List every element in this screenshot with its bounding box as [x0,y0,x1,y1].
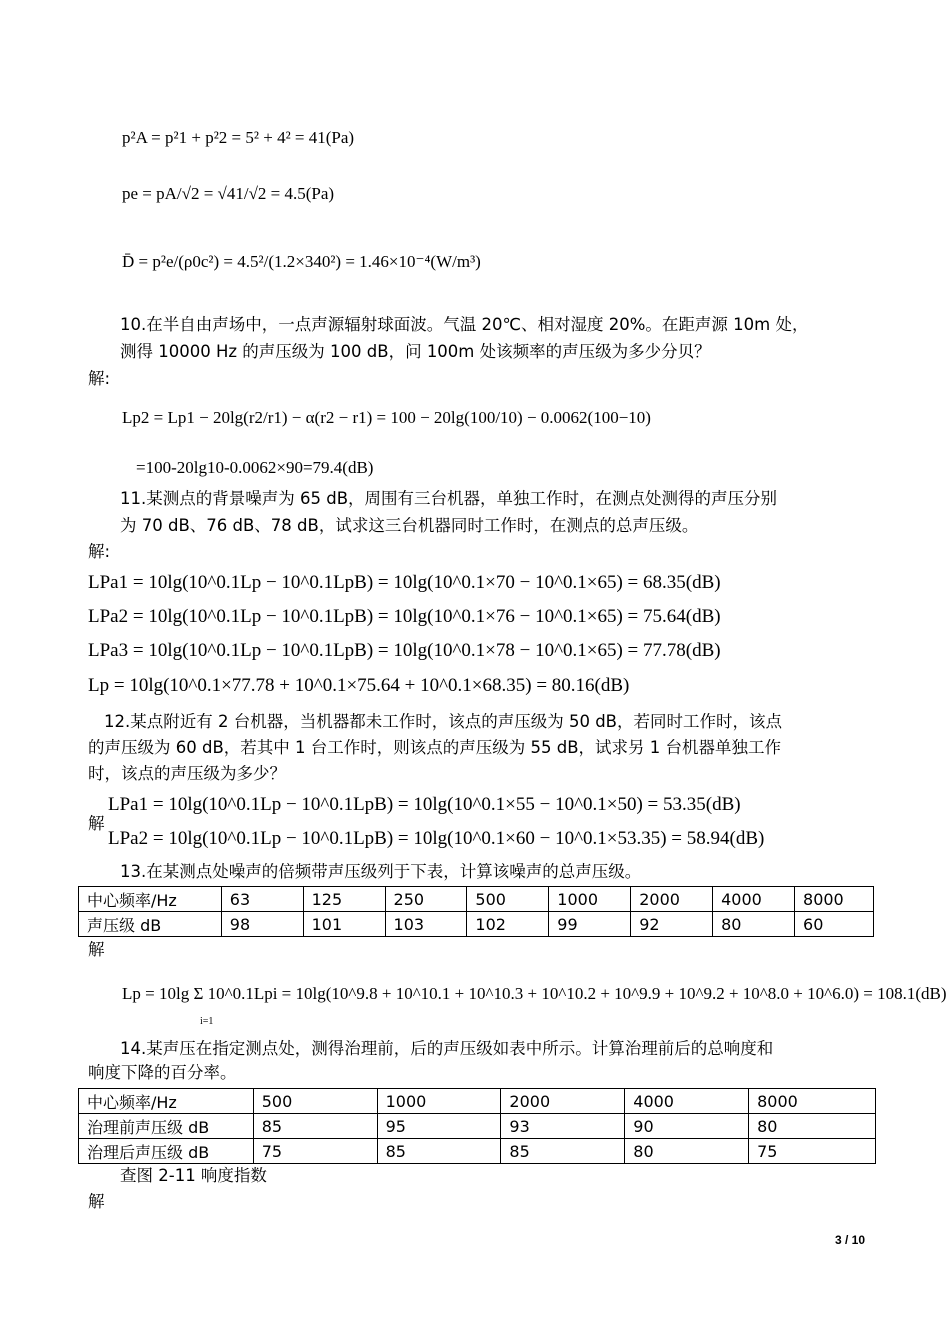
table-cell: 80 [713,912,795,937]
page-number: 3 / 10 [834,1233,865,1247]
q10-equation-2: =100-20lg10-0.0062×90=79.4(dB) [136,458,374,477]
formula-pA-squared: p²A = p²1 + p²2 = 5² + 4² = 41(Pa) [122,128,355,147]
table-row [79,1114,876,1139]
table-cell: 2000 [631,887,713,912]
table-cell: 90 [625,1114,749,1139]
q11-text-line2: 为 70 dB、76 dB、78 dB，试求这三台机器同时工作时，在测点的总声压级。 [120,516,699,535]
q10-equation-1: Lp2 = Lp1 − 20lg(r2/r1) − α(r2 − r1) = 100 − 20lg(100/10) − 0.0062(100−10) [122,408,651,427]
table-cell: 102 [467,912,549,937]
table-cell: 75 [749,1139,876,1164]
q11-equation-3: LPa3 = 10lg(10^0.1Lp − 10^0.1LpB) = 10lg(10^0.1×78 − 10^0.1×65) = 77.78(dB) [88,640,721,661]
table-row [79,912,874,937]
table-cell: 60 [795,912,874,937]
q11-equation-1: LPa1 = 10lg(10^0.1Lp − 10^0.1LpB) = 10lg(10^0.1×70 − 10^0.1×65) = 68.35(dB) [88,572,721,593]
table-cell: 2000 [501,1089,625,1114]
table-cell: 中心频率/Hz [79,1089,254,1114]
table-cell: 93 [501,1114,625,1139]
table-cell: 500 [253,1089,377,1114]
q13-text-line1: 13.在某测点处噪声的倍频带声压级列于下表，计算该噪声的总声压级。 [120,862,642,881]
table-cell: 85 [501,1139,625,1164]
table-cell: 92 [631,912,713,937]
table-cell: 治理前声压级 dB [79,1114,254,1139]
table-cell: 101 [303,912,385,937]
q10-text-line2: 测得 10000 Hz 的声压级为 100 dB，问 100m 处该频率的声压级为多少分贝？ [120,342,711,361]
table-cell: 4000 [625,1089,749,1114]
table-cell: 63 [221,887,303,912]
q14-table [78,1088,876,1164]
table-cell: 103 [385,912,467,937]
table-cell: 80 [749,1114,876,1139]
q13-solution-label: 解 [88,940,105,959]
q14-solution-label: 解 [88,1192,105,1211]
table-cell: 1000 [549,887,631,912]
table-cell: 500 [467,887,549,912]
table-cell: 8000 [749,1089,876,1114]
table-cell: 125 [303,887,385,912]
q12-text-line3: 时，该点的声压级为多少？ [88,764,286,783]
formula-energy-density: D̄ = p²e/(ρ0c²) = 4.5²/(1.2×340²) = 1.46×10⁻⁴(W/m³) [122,252,481,271]
table-cell: 4000 [713,887,795,912]
table-cell: 8000 [795,887,874,912]
q14-note: 查图 2-11 响度指数 [120,1166,267,1185]
table-row [79,887,874,912]
table-row [79,1089,876,1114]
table-cell: 85 [253,1114,377,1139]
table-cell: 75 [253,1139,377,1164]
table-cell: 声压级 dB [79,912,222,937]
q12-text-line1: 12.某点附近有 2 台机器，当机器都未工作时，该点的声压级为 50 dB，若同时工作时，该点 [104,712,783,731]
table-cell: 98 [221,912,303,937]
q11-equation-4: Lp = 10lg(10^0.1×77.78 + 10^0.1×75.64 + 10^0.1×68.35) = 80.16(dB) [88,675,630,696]
table-row [79,1139,876,1164]
table-cell: 80 [625,1139,749,1164]
q12-text-line2: 的声压级为 60 dB，若其中 1 台工作时，则该点的声压级为 55 dB，试求另 1 台机器单独工作 [88,738,782,757]
q11-solution-label: 解: [88,542,111,561]
table-cell: 85 [377,1139,501,1164]
q12-solution-label: 解 [88,814,105,833]
formula-pe: pe = pA/√2 = √41/√2 = 4.5(Pa) [122,184,335,203]
q12-equation-2: LPa2 = 10lg(10^0.1Lp − 10^0.1LpB) = 10lg(10^0.1×60 − 10^0.1×53.35) = 58.94(dB) [108,828,765,849]
q14-text-line2: 响度下降的百分率。 [88,1063,237,1082]
q10-solution-label: 解: [88,369,111,388]
table-cell: 1000 [377,1089,501,1114]
table-cell: 95 [377,1114,501,1139]
q13-sum-index: i=1 [200,1016,214,1027]
q13-equation: Lp = 10lg Σ 10^0.1Lpi = 10lg(10^9.8 + 10^10.1 + 10^10.3 + 10^10.2 + 10^9.9 + 10^9.2 + 10^8.0 + 10^6.0) = 108.1(dB) [122,984,947,1003]
table-cell: 99 [549,912,631,937]
q11-equation-2: LPa2 = 10lg(10^0.1Lp − 10^0.1LpB) = 10lg(10^0.1×76 − 10^0.1×65) = 75.64(dB) [88,606,721,627]
q10-text-line1: 10.在半自由声场中，一点声源辐射球面波。气温 20℃、相对湿度 20%。在距声源 10m 处， [120,315,809,334]
q14-text-line1: 14.某声压在指定测点处，测得治理前，后的声压级如表中所示。计算治理前后的总响度和 [120,1039,774,1058]
table-cell: 250 [385,887,467,912]
q13-table [78,886,874,937]
q12-equation-1: LPa1 = 10lg(10^0.1Lp − 10^0.1LpB) = 10lg(10^0.1×55 − 10^0.1×50) = 53.35(dB) [108,794,741,815]
q11-text-line1: 11.某测点的背景噪声为 65 dB，周围有三台机器，单独工作时，在测点处测得的声压分别 [120,489,778,508]
table-cell: 治理后声压级 dB [79,1139,254,1164]
table-cell: 中心频率/Hz [79,887,222,912]
